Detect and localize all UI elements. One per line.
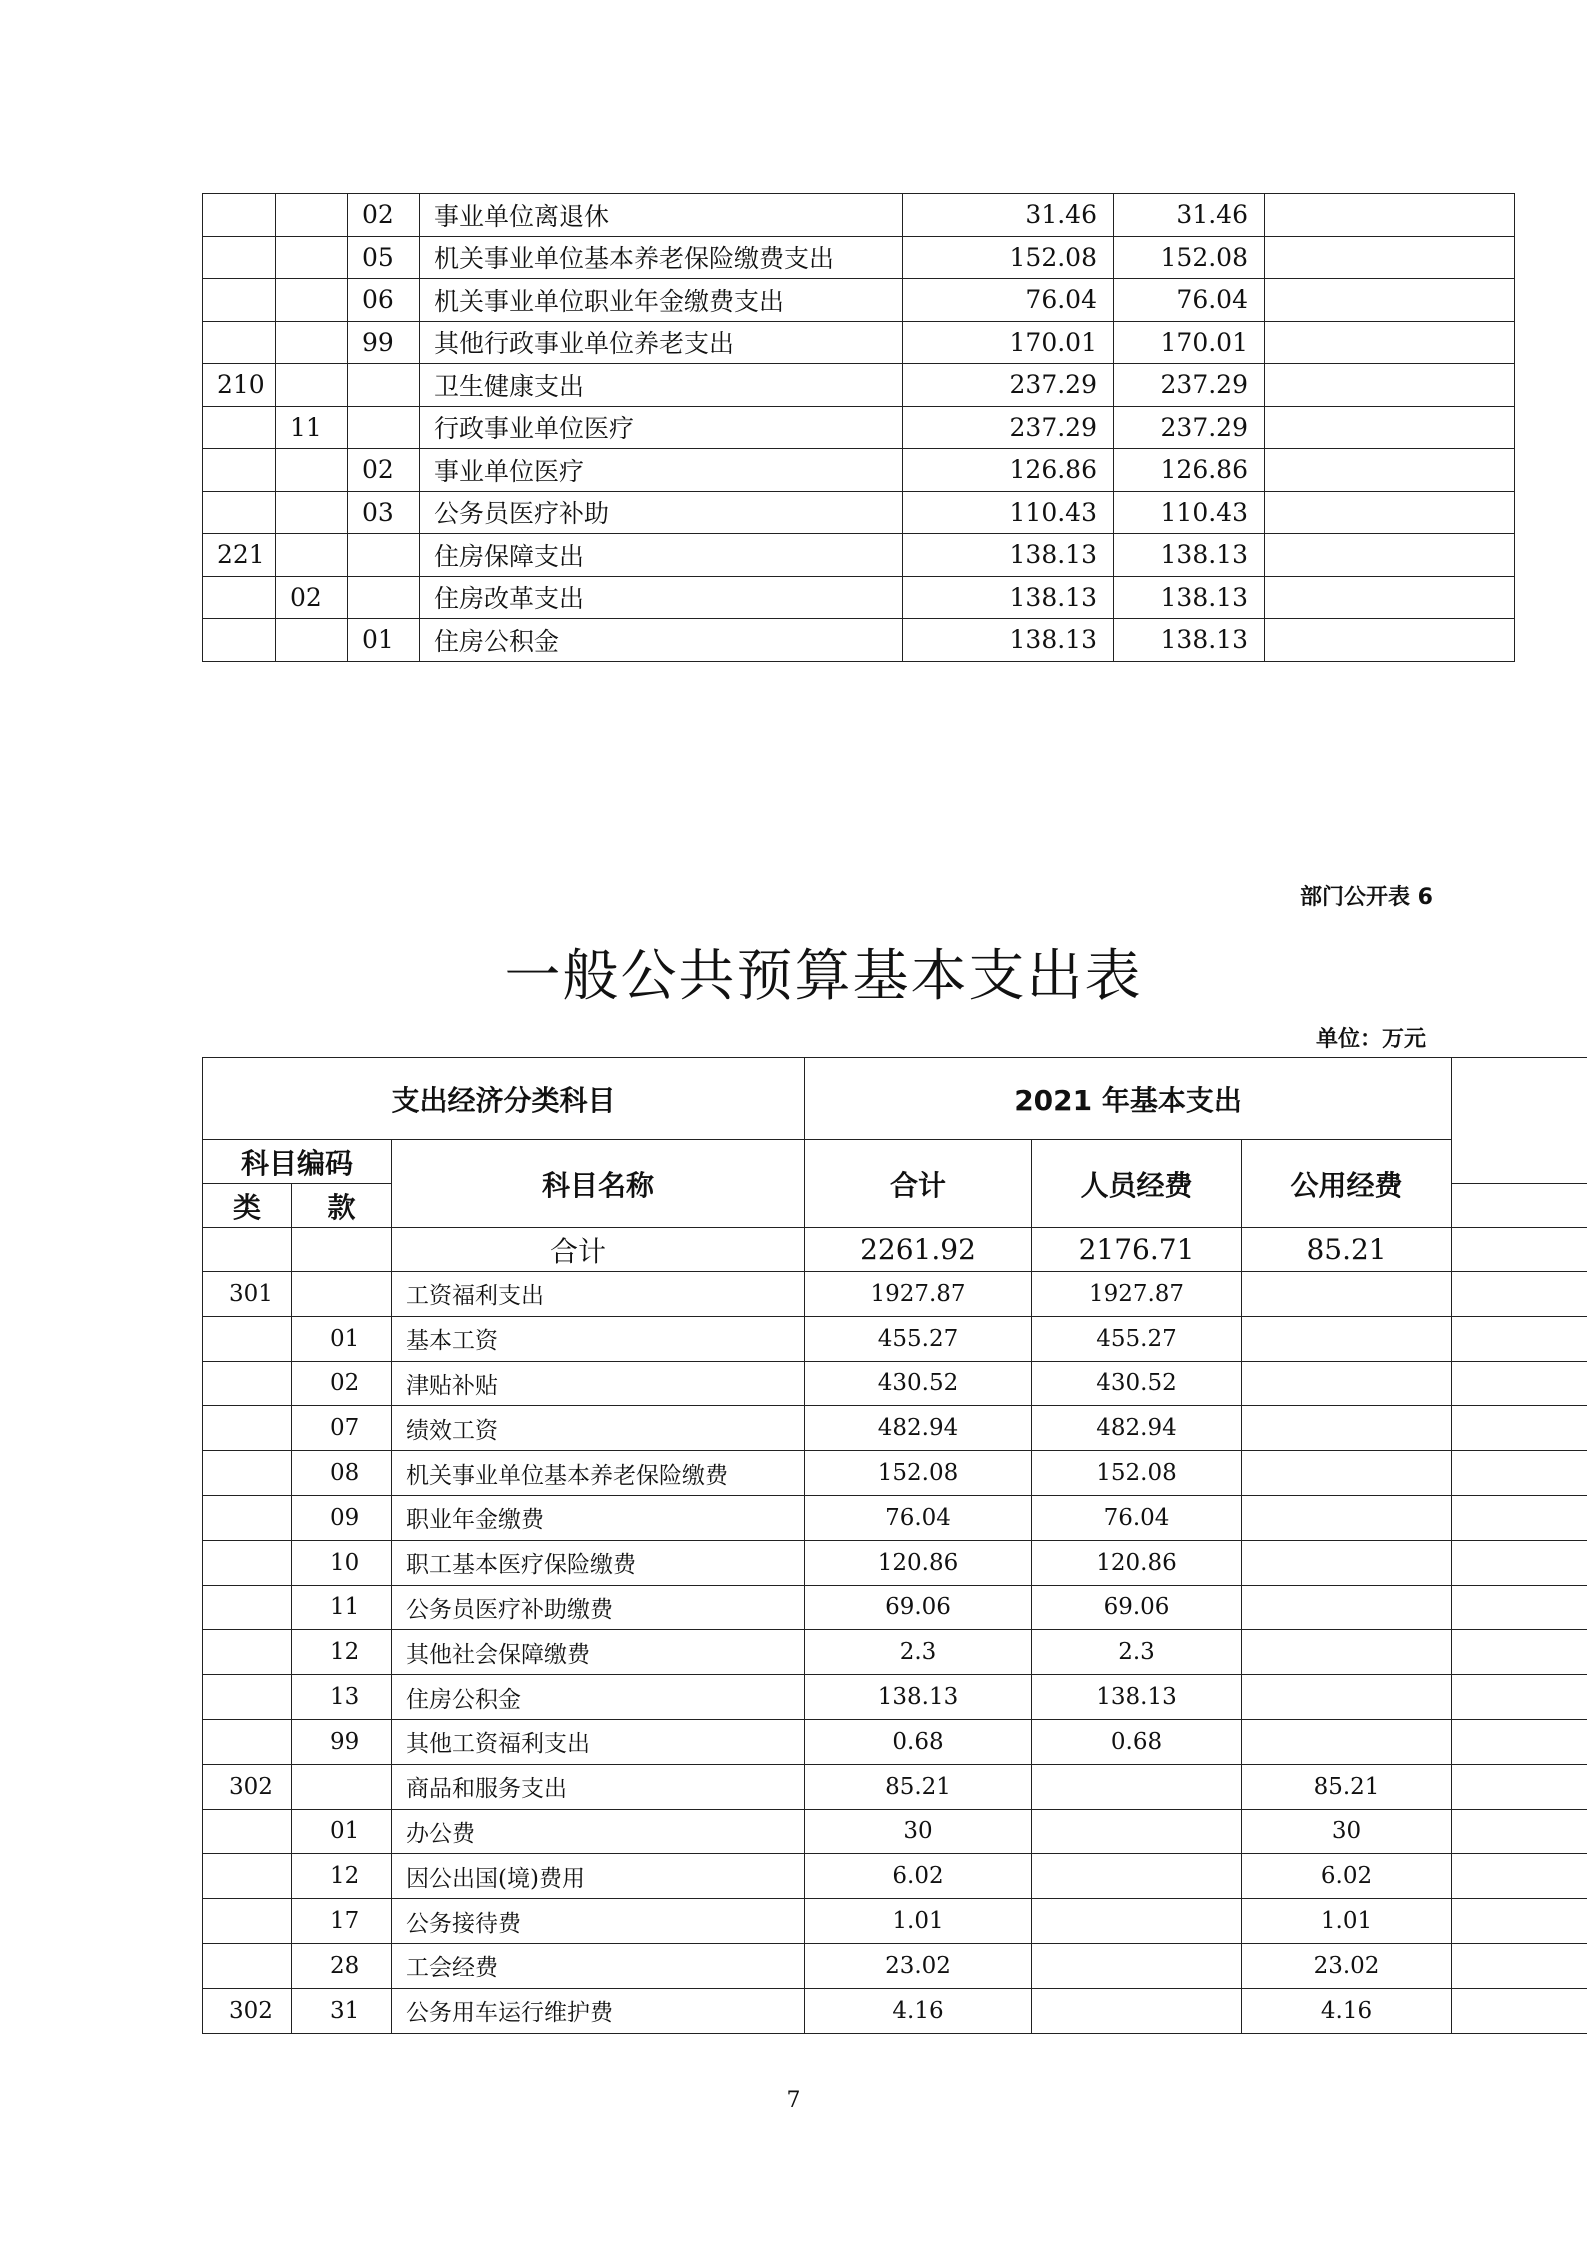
table-row bbox=[203, 1854, 1587, 1899]
cell-public bbox=[1242, 1719, 1452, 1764]
cell-total: 30 bbox=[805, 1809, 1032, 1854]
cell-name: 事业单位医疗 bbox=[420, 449, 903, 492]
cell-basic: 110.43 bbox=[1114, 491, 1265, 534]
cell-extra bbox=[1452, 1943, 1587, 1988]
cell-lei bbox=[203, 491, 276, 534]
cell-public bbox=[1242, 1361, 1452, 1406]
cell-total: 455.27 bbox=[805, 1316, 1032, 1361]
cell-extra bbox=[1452, 1988, 1587, 2033]
table-row bbox=[203, 1943, 1587, 1988]
cell-kuan bbox=[276, 534, 348, 577]
cell-lei bbox=[203, 1406, 292, 1451]
total-personnel: 2176.71 bbox=[1032, 1228, 1242, 1272]
cell-xiang: 06 bbox=[348, 279, 420, 322]
cell-lei bbox=[203, 1585, 292, 1630]
cell-kuan: 07 bbox=[292, 1406, 392, 1451]
cell-lei: 210 bbox=[203, 364, 276, 407]
cell-total: 76.04 bbox=[903, 279, 1114, 322]
cell-total: 152.08 bbox=[903, 236, 1114, 279]
cell-lei bbox=[203, 1361, 292, 1406]
table-row bbox=[203, 449, 1515, 492]
cell-extra bbox=[1452, 1764, 1587, 1809]
cell-kuan bbox=[292, 1272, 392, 1317]
cell-name: 其他工资福利支出 bbox=[392, 1719, 805, 1764]
cell-xiang: 01 bbox=[348, 619, 420, 662]
cell-total: 430.52 bbox=[805, 1361, 1032, 1406]
table-row bbox=[203, 364, 1515, 407]
cell-kuan: 02 bbox=[292, 1361, 392, 1406]
cell-total: 69.06 bbox=[805, 1585, 1032, 1630]
cell-name: 机关事业单位职业年金缴费支出 bbox=[420, 279, 903, 322]
table-row bbox=[203, 194, 1515, 237]
table-row bbox=[203, 619, 1515, 662]
cell-public: 4.16 bbox=[1242, 1988, 1452, 2033]
cell-kuan: 08 bbox=[292, 1451, 392, 1496]
cell-kuan bbox=[276, 364, 348, 407]
cell-project bbox=[1265, 534, 1515, 577]
cell-name: 事业单位离退休 bbox=[420, 194, 903, 237]
table-row bbox=[203, 1764, 1587, 1809]
cell-name: 公务员医疗补助缴费 bbox=[392, 1585, 805, 1630]
cell-personnel: 1927.87 bbox=[1032, 1272, 1242, 1317]
cell-project bbox=[1265, 194, 1515, 237]
cell-xiang: 03 bbox=[348, 491, 420, 534]
cell-total: 1.01 bbox=[805, 1899, 1032, 1944]
cell-public bbox=[1242, 1406, 1452, 1451]
cell-name: 其他行政事业单位养老支出 bbox=[420, 321, 903, 364]
cell-kuan bbox=[276, 491, 348, 534]
cell-public: 30 bbox=[1242, 1809, 1452, 1854]
cell-personnel: 120.86 bbox=[1032, 1540, 1242, 1585]
cell-kuan: 12 bbox=[292, 1854, 392, 1899]
cell-public: 23.02 bbox=[1242, 1943, 1452, 1988]
cell-xiang bbox=[348, 534, 420, 577]
unit-label: 单位：万元 bbox=[1316, 1027, 1427, 1052]
table-row bbox=[203, 1272, 1587, 1317]
cell-project bbox=[1265, 236, 1515, 279]
cell-lei bbox=[203, 1540, 292, 1585]
cell-lei: 221 bbox=[203, 534, 276, 577]
cell-lei bbox=[203, 1719, 292, 1764]
table-row bbox=[203, 1540, 1587, 1585]
cell-xiang: 05 bbox=[348, 236, 420, 279]
cell-lei bbox=[203, 321, 276, 364]
cell-lei bbox=[203, 576, 276, 619]
cell-basic: 138.13 bbox=[1114, 619, 1265, 662]
total-row bbox=[203, 1228, 1587, 1272]
cell-name: 办公费 bbox=[392, 1809, 805, 1854]
cell-xiang: 02 bbox=[348, 194, 420, 237]
cell-basic: 138.13 bbox=[1114, 576, 1265, 619]
cell-personnel: 482.94 bbox=[1032, 1406, 1242, 1451]
cell-lei bbox=[203, 279, 276, 322]
cell-public bbox=[1242, 1630, 1452, 1675]
cell-name: 基本工资 bbox=[392, 1316, 805, 1361]
header-basic-expenditure: 2021 年基本支出 bbox=[805, 1058, 1452, 1140]
header-extra-cell-3 bbox=[1452, 1184, 1587, 1228]
cell-kuan bbox=[292, 1764, 392, 1809]
cell-kuan: 17 bbox=[292, 1899, 392, 1944]
cell-extra bbox=[1452, 1719, 1587, 1764]
cell-xiang bbox=[348, 364, 420, 407]
cell-extra bbox=[1452, 1451, 1587, 1496]
cell-name: 机关事业单位基本养老保险缴费 bbox=[392, 1451, 805, 1496]
cell-total: 237.29 bbox=[903, 364, 1114, 407]
cell-lei bbox=[203, 1630, 292, 1675]
cell-name: 商品和服务支出 bbox=[392, 1764, 805, 1809]
cell-lei bbox=[203, 1809, 292, 1854]
cell-total: 110.43 bbox=[903, 491, 1114, 534]
table-row bbox=[203, 1495, 1587, 1540]
page-number: 7 bbox=[786, 2088, 801, 2113]
cell-kuan: 01 bbox=[292, 1316, 392, 1361]
cell-name: 机关事业单位基本养老保险缴费支出 bbox=[420, 236, 903, 279]
cell-personnel: 430.52 bbox=[1032, 1361, 1242, 1406]
cell-name: 住房公积金 bbox=[392, 1675, 805, 1720]
cell-basic: 237.29 bbox=[1114, 406, 1265, 449]
cell-kuan: 99 bbox=[292, 1719, 392, 1764]
cell-lei: 301 bbox=[203, 1272, 292, 1317]
cell-kuan: 09 bbox=[292, 1495, 392, 1540]
cell-project bbox=[1265, 321, 1515, 364]
total-public: 85.21 bbox=[1242, 1228, 1452, 1272]
total-value: 2261.92 bbox=[805, 1228, 1032, 1272]
cell-project bbox=[1265, 576, 1515, 619]
basic-expenditure-table bbox=[202, 1057, 1587, 2034]
cell-lei bbox=[203, 236, 276, 279]
cell-lei bbox=[203, 1316, 292, 1361]
cell-kuan: 28 bbox=[292, 1943, 392, 1988]
table-row bbox=[203, 1361, 1587, 1406]
cell-kuan: 01 bbox=[292, 1809, 392, 1854]
cell-project bbox=[1265, 364, 1515, 407]
cell-kuan bbox=[276, 194, 348, 237]
cell-kuan bbox=[276, 279, 348, 322]
cell-personnel bbox=[1032, 1943, 1242, 1988]
header-extra-cell bbox=[1452, 1058, 1587, 1140]
cell-personnel bbox=[1032, 1764, 1242, 1809]
header-kuan: 款 bbox=[292, 1184, 392, 1228]
cell-extra bbox=[1452, 1585, 1587, 1630]
cell-kuan: 11 bbox=[292, 1585, 392, 1630]
cell-personnel: 152.08 bbox=[1032, 1451, 1242, 1496]
cell-total: 2.3 bbox=[805, 1630, 1032, 1675]
header-subject-code: 科目编码 bbox=[203, 1140, 392, 1184]
cell-public: 6.02 bbox=[1242, 1854, 1452, 1899]
table-row bbox=[203, 406, 1515, 449]
cell-kuan bbox=[276, 449, 348, 492]
cell-extra bbox=[1452, 1854, 1587, 1899]
cell-public bbox=[1242, 1585, 1452, 1630]
cell-kuan: 10 bbox=[292, 1540, 392, 1585]
table-row bbox=[203, 1675, 1587, 1720]
table-row bbox=[203, 279, 1515, 322]
cell-extra bbox=[1452, 1361, 1587, 1406]
cell-personnel bbox=[1032, 1809, 1242, 1854]
cell-total: 138.13 bbox=[903, 619, 1114, 662]
cell-basic: 76.04 bbox=[1114, 279, 1265, 322]
cell-extra bbox=[1452, 1809, 1587, 1854]
cell-public bbox=[1242, 1316, 1452, 1361]
cell-public bbox=[1242, 1675, 1452, 1720]
cell-kuan bbox=[276, 619, 348, 662]
cell-basic: 152.08 bbox=[1114, 236, 1265, 279]
total-lei bbox=[203, 1228, 292, 1272]
continuation-table bbox=[202, 193, 1515, 662]
cell-personnel bbox=[1032, 1854, 1242, 1899]
cell-basic: 170.01 bbox=[1114, 321, 1265, 364]
table-row bbox=[203, 1719, 1587, 1764]
cell-total: 482.94 bbox=[805, 1406, 1032, 1451]
cell-extra bbox=[1452, 1540, 1587, 1585]
cell-total: 170.01 bbox=[903, 321, 1114, 364]
table-row bbox=[203, 1316, 1587, 1361]
cell-name: 职业年金缴费 bbox=[392, 1495, 805, 1540]
cell-total: 237.29 bbox=[903, 406, 1114, 449]
cell-name: 绩效工资 bbox=[392, 1406, 805, 1451]
cell-total: 76.04 bbox=[805, 1495, 1032, 1540]
cell-name: 住房公积金 bbox=[420, 619, 903, 662]
cell-name: 其他社会保障缴费 bbox=[392, 1630, 805, 1675]
cell-xiang: 99 bbox=[348, 321, 420, 364]
cell-basic: 126.86 bbox=[1114, 449, 1265, 492]
cell-personnel: 2.3 bbox=[1032, 1630, 1242, 1675]
cell-project bbox=[1265, 491, 1515, 534]
cell-extra bbox=[1452, 1495, 1587, 1540]
cell-kuan: 11 bbox=[276, 406, 348, 449]
cell-xiang: 02 bbox=[348, 449, 420, 492]
header-public: 公用经费 bbox=[1242, 1140, 1452, 1228]
cell-public bbox=[1242, 1451, 1452, 1496]
cell-total: 1927.87 bbox=[805, 1272, 1032, 1317]
cell-name: 公务接待费 bbox=[392, 1899, 805, 1944]
table-header bbox=[203, 1058, 1587, 1272]
cell-project bbox=[1265, 406, 1515, 449]
cell-total: 152.08 bbox=[805, 1451, 1032, 1496]
cell-extra bbox=[1452, 1272, 1587, 1317]
table-row bbox=[203, 576, 1515, 619]
cell-lei: 302 bbox=[203, 1988, 292, 2033]
cell-personnel: 0.68 bbox=[1032, 1719, 1242, 1764]
cell-personnel: 138.13 bbox=[1032, 1675, 1242, 1720]
cell-lei bbox=[203, 1451, 292, 1496]
cell-total: 138.13 bbox=[903, 576, 1114, 619]
cell-personnel bbox=[1032, 1988, 1242, 2033]
cell-lei bbox=[203, 406, 276, 449]
cell-lei bbox=[203, 1675, 292, 1720]
cell-name: 因公出国(境)费用 bbox=[392, 1854, 805, 1899]
cell-name: 行政事业单位医疗 bbox=[420, 406, 903, 449]
cell-kuan: 13 bbox=[292, 1675, 392, 1720]
cell-total: 126.86 bbox=[903, 449, 1114, 492]
cell-public: 1.01 bbox=[1242, 1899, 1452, 1944]
header-total: 合计 bbox=[805, 1140, 1032, 1228]
table-row bbox=[203, 1988, 1587, 2033]
cell-personnel: 455.27 bbox=[1032, 1316, 1242, 1361]
cell-basic: 237.29 bbox=[1114, 364, 1265, 407]
cell-kuan bbox=[276, 236, 348, 279]
cell-lei bbox=[203, 194, 276, 237]
cell-lei bbox=[203, 1854, 292, 1899]
cell-total: 138.13 bbox=[903, 534, 1114, 577]
cell-total: 85.21 bbox=[805, 1764, 1032, 1809]
header-subject-name: 科目名称 bbox=[392, 1140, 805, 1228]
cell-total: 0.68 bbox=[805, 1719, 1032, 1764]
cell-name: 公务员医疗补助 bbox=[420, 491, 903, 534]
cell-name: 住房保障支出 bbox=[420, 534, 903, 577]
table-row bbox=[203, 321, 1515, 364]
cell-total: 31.46 bbox=[903, 194, 1114, 237]
cell-project bbox=[1265, 449, 1515, 492]
header-economic-category: 支出经济分类科目 bbox=[203, 1058, 805, 1140]
table-row bbox=[203, 1585, 1587, 1630]
cell-public bbox=[1242, 1495, 1452, 1540]
cell-total: 4.16 bbox=[805, 1988, 1032, 2033]
cell-total: 120.86 bbox=[805, 1540, 1032, 1585]
cell-extra bbox=[1452, 1675, 1587, 1720]
cell-public: 85.21 bbox=[1242, 1764, 1452, 1809]
table-row bbox=[203, 1451, 1587, 1496]
continuation-table-body bbox=[203, 194, 1515, 662]
cell-xiang bbox=[348, 576, 420, 619]
header-personnel: 人员经费 bbox=[1032, 1140, 1242, 1228]
cell-kuan: 31 bbox=[292, 1988, 392, 2033]
total-kuan bbox=[292, 1228, 392, 1272]
page-title: 一般公共预算基本支出表 bbox=[504, 944, 1143, 1009]
cell-total: 23.02 bbox=[805, 1943, 1032, 1988]
cell-total: 6.02 bbox=[805, 1854, 1032, 1899]
table-row bbox=[203, 236, 1515, 279]
cell-public bbox=[1242, 1540, 1452, 1585]
header-extra-cell-2 bbox=[1452, 1140, 1587, 1184]
cell-name: 卫生健康支出 bbox=[420, 364, 903, 407]
table-row bbox=[203, 1630, 1587, 1675]
header-lei: 类 bbox=[203, 1184, 292, 1228]
table-body bbox=[203, 1272, 1587, 2034]
cell-extra bbox=[1452, 1406, 1587, 1451]
cell-extra bbox=[1452, 1630, 1587, 1675]
table-row bbox=[203, 491, 1515, 534]
cell-kuan bbox=[276, 321, 348, 364]
cell-kuan: 12 bbox=[292, 1630, 392, 1675]
cell-lei bbox=[203, 1899, 292, 1944]
table-label: 部门公开表 6 bbox=[1300, 885, 1433, 910]
total-extra bbox=[1452, 1228, 1587, 1272]
cell-lei bbox=[203, 1943, 292, 1988]
cell-kuan: 02 bbox=[276, 576, 348, 619]
cell-basic: 138.13 bbox=[1114, 534, 1265, 577]
cell-name: 住房改革支出 bbox=[420, 576, 903, 619]
total-name: 合计 bbox=[392, 1228, 805, 1272]
cell-personnel: 69.06 bbox=[1032, 1585, 1242, 1630]
table-row bbox=[203, 1406, 1587, 1451]
cell-basic: 31.46 bbox=[1114, 194, 1265, 237]
cell-public bbox=[1242, 1272, 1452, 1317]
table-row bbox=[203, 1809, 1587, 1854]
cell-name: 公务用车运行维护费 bbox=[392, 1988, 805, 2033]
table-row bbox=[203, 1899, 1587, 1944]
cell-personnel: 76.04 bbox=[1032, 1495, 1242, 1540]
cell-name: 工资福利支出 bbox=[392, 1272, 805, 1317]
table-row bbox=[203, 534, 1515, 577]
cell-lei bbox=[203, 1495, 292, 1540]
cell-lei bbox=[203, 449, 276, 492]
cell-xiang bbox=[348, 406, 420, 449]
cell-extra bbox=[1452, 1316, 1587, 1361]
cell-name: 工会经费 bbox=[392, 1943, 805, 1988]
cell-total: 138.13 bbox=[805, 1675, 1032, 1720]
cell-project bbox=[1265, 279, 1515, 322]
cell-name: 津贴补贴 bbox=[392, 1361, 805, 1406]
cell-name: 职工基本医疗保险缴费 bbox=[392, 1540, 805, 1585]
cell-personnel bbox=[1032, 1899, 1242, 1944]
cell-lei: 302 bbox=[203, 1764, 292, 1809]
cell-project bbox=[1265, 619, 1515, 662]
cell-lei bbox=[203, 619, 276, 662]
cell-extra bbox=[1452, 1899, 1587, 1944]
